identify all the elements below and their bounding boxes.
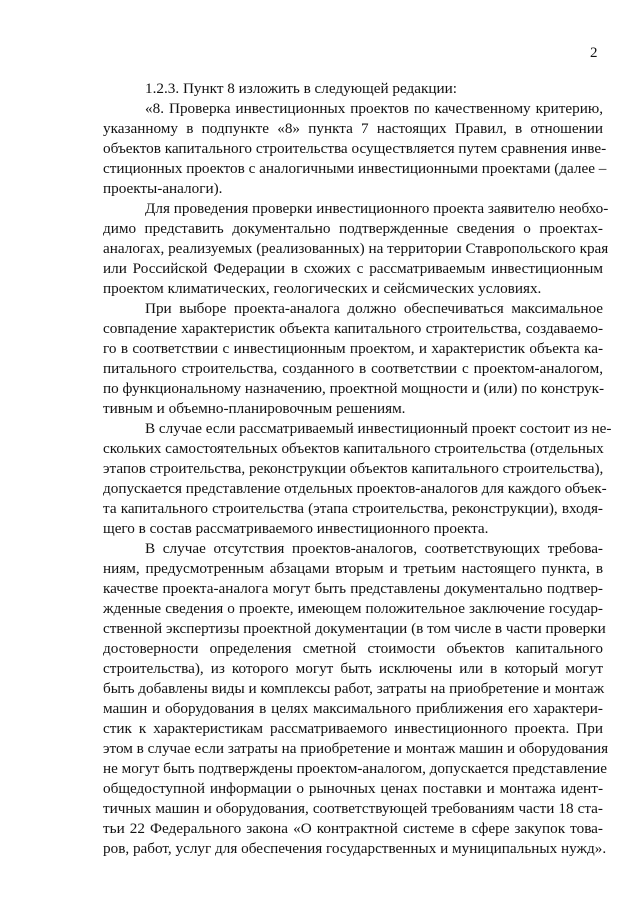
paragraph-line: проекты-аналоги). xyxy=(103,180,223,197)
paragraph-line: ственной экспертизы проектной документации (в том числе в части проверки xyxy=(103,620,606,637)
paragraph-line: допускается представление отдельных проектов-аналогов для каждого объек- xyxy=(103,480,607,497)
paragraph-line: машин и оборудования в целях максимального приближения его характери- xyxy=(103,700,603,717)
paragraph-line: В случае отсутствия проектов-аналогов, соответствующих требова- xyxy=(145,540,603,557)
paragraph-line: тивным и объемно-планировочным решениям. xyxy=(103,400,406,417)
paragraph-line: При выборе проекта-аналога должно обеспечиваться максимальное xyxy=(145,300,603,317)
paragraph-line: быть добавлены виды и комплексы работ, затраты на приобретение и монтаж xyxy=(103,680,605,697)
paragraph-line: тьи 22 Федерального закона «О контрактной системе в сфере закупок това- xyxy=(103,820,603,837)
paragraph-line: «8. Проверка инвестиционных проектов по качественному критерию, xyxy=(145,100,603,117)
paragraph-line: тичных машин и оборудования, соответствующей требованиям части 18 ста- xyxy=(103,800,603,817)
paragraph-line: аналогах, реализуемых (реализованных) на территории Ставропольского края xyxy=(103,240,609,257)
paragraph-line: этапов строительства, реконструкции объектов капитального строительства), xyxy=(103,460,604,477)
page-number: 2 xyxy=(590,45,598,61)
paragraph-line: объектов капитального строительства осуществляется путем сравнения инве- xyxy=(103,140,607,157)
paragraph-line: жденные сведения о проекте, имеющем положительное заключение государ- xyxy=(103,600,603,617)
paragraph-line: проектом климатических, геологических и сейсмических условиях. xyxy=(103,280,542,297)
paragraph-line: по функциональному назначению, проектной мощности и (или) по конструк- xyxy=(103,380,605,397)
paragraph-line: или Российской Федерации в схожих с рассматриваемым инвестиционным xyxy=(103,260,603,277)
paragraph-line: стик к характеристикам рассматриваемого инвестиционного проекта. При xyxy=(103,720,603,737)
paragraph-line: качестве проекта-аналога могут быть представлены документально подтвер- xyxy=(103,580,603,597)
paragraph-line: Для проведения проверки инвестиционного проекта заявителю необхо- xyxy=(145,200,609,217)
paragraph-line: стиционных проектов с аналогичными инвестиционными проектами (далее – xyxy=(103,160,607,177)
paragraph-line: строительства), из которого могут быть исключены или в который могут xyxy=(103,660,603,677)
paragraph-line: достоверности определения сметной стоимости объектов капитального xyxy=(103,640,603,657)
paragraph-line: указанному в подпункте «8» пункта 7 настоящих Правил, в отношении xyxy=(103,120,603,137)
paragraph-line: ниям, предусмотренным абзацами вторым и третьим настоящего пункта, в xyxy=(103,560,603,577)
paragraph-line: димо представить документально подтвержденные сведения о проектах- xyxy=(103,220,603,237)
paragraph-line: та капитального строительства (этапа строительства, реконструкции), входя- xyxy=(103,500,603,517)
paragraph-line: го в соответствии с инвестиционным проектом, и характеристик объекта ка- xyxy=(103,340,603,357)
paragraph-line: совпадение характеристик объекта капитального строительства, создаваемо- xyxy=(103,320,603,337)
paragraph-line: этом в случае если затраты на приобретение и монтаж машин и оборудования xyxy=(103,740,609,757)
paragraph-line: ров, работ, услуг для обеспечения государственных и муниципальных нужд». xyxy=(103,840,607,857)
paragraph-line: щего в состав рассматриваемого инвестиционного проекта. xyxy=(103,520,489,537)
paragraph-line: скольких самостоятельных объектов капитального строительства (отдельных xyxy=(103,440,604,457)
paragraph-line: В случае если рассматриваемый инвестиционный проект состоит из не- xyxy=(145,420,612,437)
paragraph-line: 1.2.3. Пункт 8 изложить в следующей редакции: xyxy=(145,80,458,97)
paragraph-line: общедоступной информации о рыночных ценах поставки и монтажа идент- xyxy=(103,780,603,797)
paragraph-line: не могут быть подтверждены проектом-аналогом, допускается представление xyxy=(103,760,608,777)
paragraph-line: питального строительства, созданного в соответствии с проектом-аналогом, xyxy=(103,360,603,377)
